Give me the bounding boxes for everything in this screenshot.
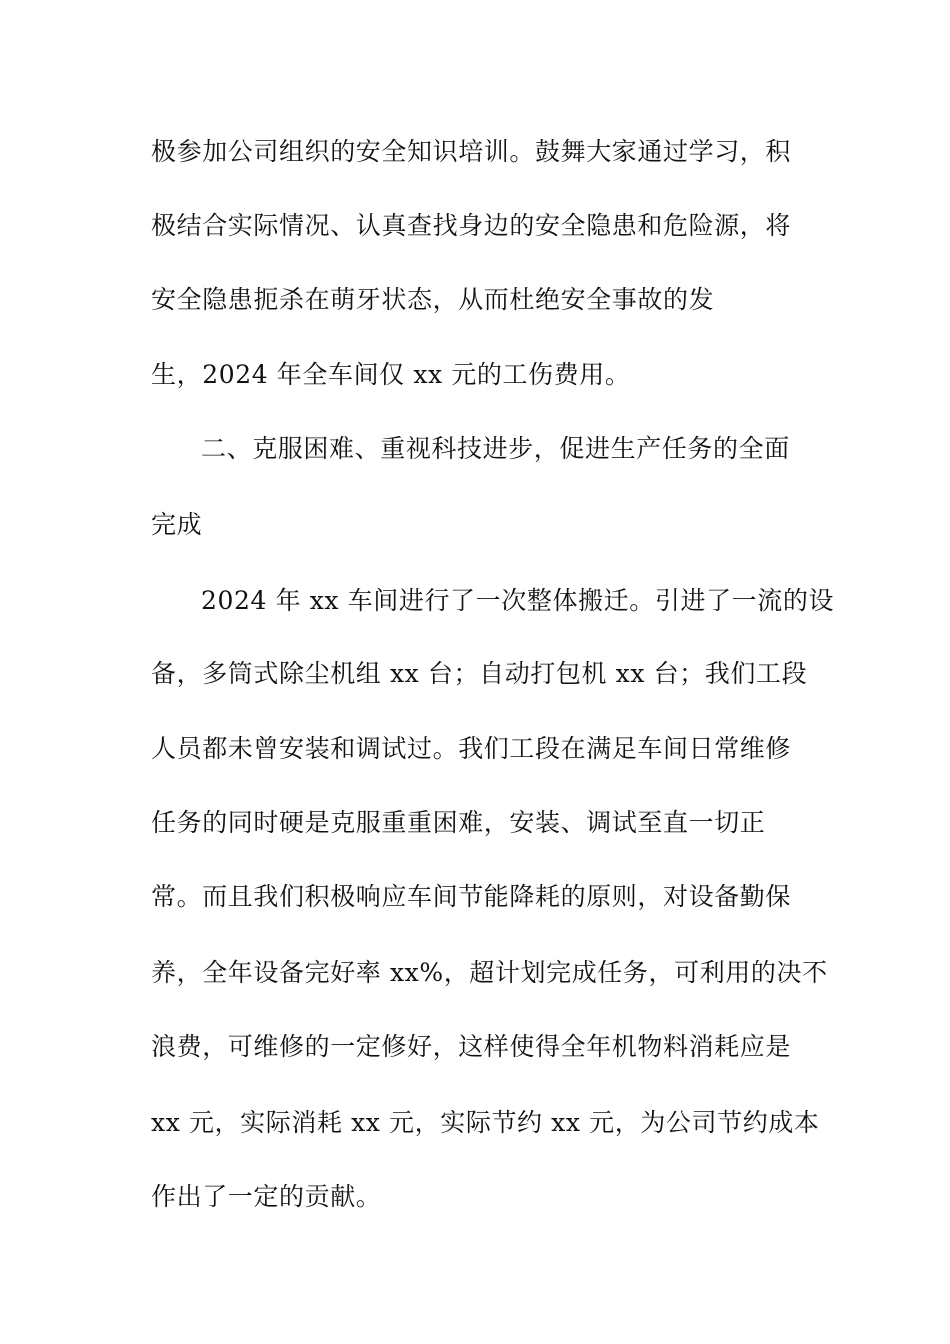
paragraph-line-9: 常。而且我们积极响应车间节能降耗的原则，对设备勤保 bbox=[151, 882, 792, 911]
paragraph-line-5: 2024 年 xx 车间进行了一次整体搬迁。引进了一流的设 bbox=[201, 586, 835, 615]
paragraph-line-11: 浪费，可维修的一定修好，这样使得全年机物料消耗应是 bbox=[151, 1032, 792, 1061]
paragraph-line-8: 任务的同时硬是克服重重困难，安装、调试至直一切正 bbox=[151, 808, 766, 837]
paragraph-line-2: 极结合实际情况、认真查找身边的安全隐患和危险源，将 bbox=[151, 211, 792, 240]
paragraph-line-1: 极参加公司组织的安全知识培训。鼓舞大家通过学习，积 bbox=[151, 137, 792, 166]
section-heading-line-1: 二、克服困难、重视科技进步，促进生产任务的全面 bbox=[201, 434, 790, 463]
paragraph-line-10: 养，全年设备完好率 xx%，超计划完成任务，可利用的决不 bbox=[151, 958, 828, 987]
paragraph-line-7: 人员都未曾安装和调试过。我们工段在满足车间日常维修 bbox=[151, 734, 792, 763]
paragraph-line-4: 生，2024 年全车间仅 xx 元的工伤费用。 bbox=[151, 360, 631, 389]
section-heading-line-2: 完成 bbox=[151, 510, 203, 539]
paragraph-line-13: 作出了一定的贡献。 bbox=[151, 1182, 382, 1211]
paragraph-line-12: xx 元，实际消耗 xx 元，实际节约 xx 元，为公司节约成本 bbox=[151, 1108, 820, 1137]
paragraph-line-3: 安全隐患扼杀在萌牙状态，从而杜绝安全事故的发 bbox=[151, 285, 715, 314]
paragraph-line-6: 备，多筒式除尘机组 xx 台；自动打包机 xx 台；我们工段 bbox=[151, 659, 808, 688]
